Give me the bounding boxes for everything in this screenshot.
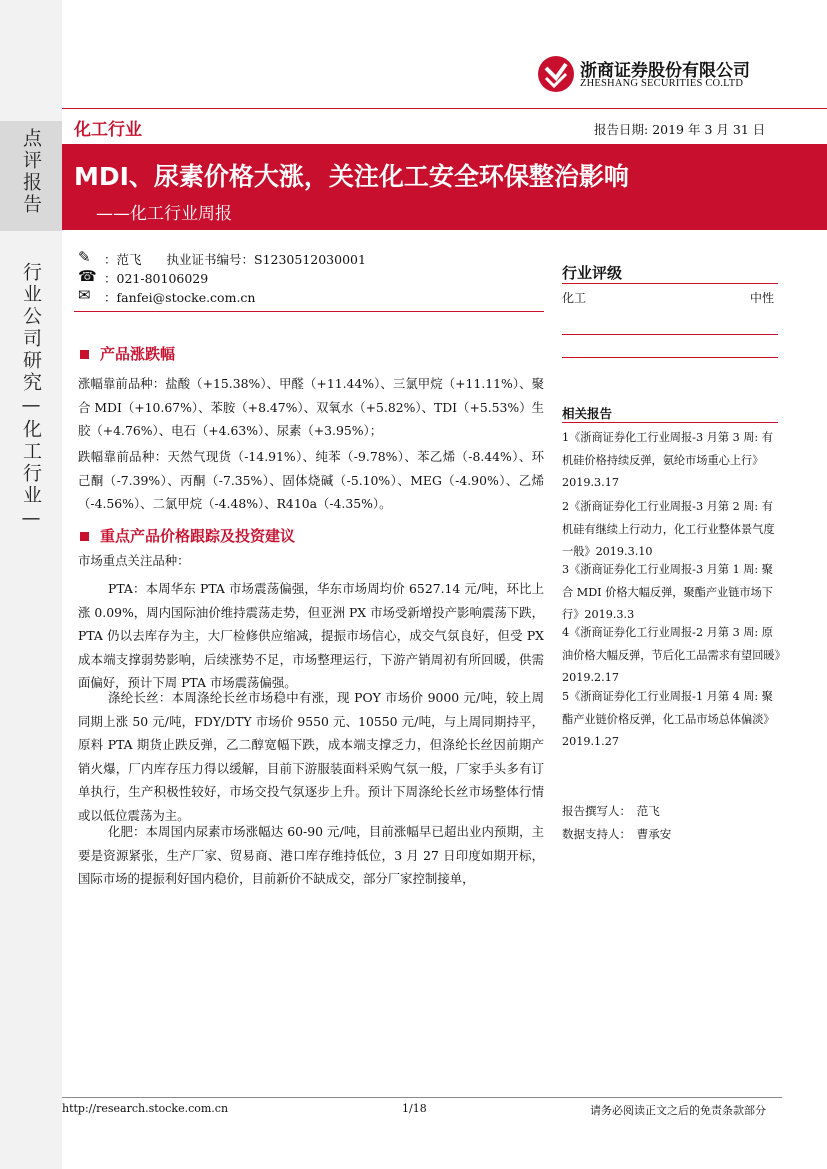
author-email: ：fanfei@stocke.com.cn	[104, 290, 256, 305]
author-rule	[74, 311, 544, 312]
related-report-item[interactable]: 3《浙商证券化工行业周报-3 月第 1 周: 聚合 MDI 价格大幅反弹，聚酯产业链市场下行》2019.3.3	[562, 563, 773, 622]
logo-name-en: ZHESHANG SECURITIES CO.LTD	[580, 78, 744, 89]
report-date	[594, 120, 765, 138]
phone-icon: ☎	[78, 267, 97, 285]
pen-icon: ✎	[78, 248, 91, 266]
section-title-tracking: 重点产品价格跟踪及投资建议	[100, 527, 296, 545]
report-title: MDI、尿素价格大涨，关注化工安全环保整治影响	[74, 162, 629, 191]
pta-paragraph: PTA：本周华东 PTA 市场震荡偏强，华东市场周均价 6527.14 元/吨，环比上涨 0.09%，周内国际油价维持震荡走势，但亚洲 PX 市场受新增投产影响震荡下跌，PTA 仍以去库存为主，大厂检修供应缩减，提振市场信心，成交气氛良好，但受 PX 成本端支撑弱势影响，后续涨势不足，市场整理运行，下游产销周初有所回暖，供需面偏好，预计下周 PTA 市场震荡偏强。	[78, 581, 544, 691]
logo	[536, 54, 776, 96]
rating-rule	[562, 357, 778, 358]
data-support: 数据支持人： 曹承安	[562, 827, 672, 841]
fiber-paragraph: 涤纶长丝：本周涤纶长丝市场稳中有涨，现 POY 市场价 9000 元/吨，较上周同期上涨 50 元/吨，FDY/DTY 市场价 9550 元、10550 元/吨，与上周同期持平，原料 PTA 期货止跌反弹，乙二醇宽幅下跌，成本端支撑乏力，但涤纶长丝因前期产销火爆，厂内库存压力得以缓解，目前下游服装面料采购气氛一般，厂家手头多有订单执行，生产积极性较好，市场交投气氛逐步上升。预计下周涤纶长丝市场整体行情或以低位震荡为主。	[78, 690, 544, 823]
author-name: ：范飞 执业证书编号：S1230512030001	[104, 252, 366, 267]
fertilizer-paragraph: 化肥：本周国内尿素市场涨幅达 60-90 元/吨，目前涨幅早已超出业内预期，主要是资源紧张，生产厂家、贸易商、港口库存维持低位，3 月 27 日印度如期开标，国际市场的提振利好国内稳价，目前新价不缺成交，部分厂家控制接单，	[78, 824, 544, 887]
footer-url[interactable]: http://research.stocke.com.cn	[62, 1102, 229, 1115]
gainers-paragraph: 涨幅靠前品种：盐酸（+15.38%）、甲醛（+11.44%）、三氯甲烷（+11.11%）、聚合 MDI（+10.67%）、苯胺（+8.47%）、双氧水（+5.82%）、TDI（+5.53%）生胶（+4.76%）、电石（+4.63%）、尿素（+3.95%）；	[78, 376, 544, 439]
header-rule	[62, 108, 827, 109]
report-date-label: 报告日期:	[594, 122, 649, 137]
report-writer: 报告撰写人： 范飞	[562, 804, 660, 818]
logo-name-cn: 浙商证券股份有限公司	[580, 61, 750, 81]
rating-rule	[562, 283, 778, 284]
section-title-price-change: 产品涨跌幅	[100, 345, 176, 363]
losers-paragraph: 跌幅靠前品种：天然气现货（-14.91%）、纯苯（-9.78%）、苯乙烯（-8.44%）、环己酮（-7.39%）、丙酮（-7.35%）、固体烧碱（-5.10%）、MEG（-4.90%）、乙烯（-4.56%）、二氯甲烷（-4.48%）、R410a（-4.35%）。	[78, 449, 544, 512]
related-rule	[562, 422, 778, 423]
focus-intro: 市场重点关注品种：	[78, 553, 190, 568]
report-date-value: 2019 年 3 月 31 日	[652, 122, 766, 137]
footer-rule	[62, 1097, 782, 1098]
rating-rule	[562, 334, 778, 335]
related-report-item[interactable]: 2《浙商证券化工行业周报-3 月第 2 周: 有机硅有继续上行动力，化工行业整体景气度一般》2019.3.10	[562, 500, 775, 559]
author-phone: ：021-80106029	[104, 271, 209, 286]
section-bullet	[80, 532, 89, 541]
sidebar-label-top: 点评报告	[20, 128, 42, 216]
mail-icon: ✉	[78, 286, 91, 304]
page-number: 1/18	[402, 1102, 427, 1115]
logo-mark-icon	[536, 54, 576, 94]
rating-heading: 行业评级	[562, 264, 623, 282]
related-report-item[interactable]: 5《浙商证券化工行业周报-1 月第 4 周: 聚酯产业链价格反弹，化工品市场总体偏淡》2019.1.27	[562, 690, 775, 749]
related-report-item[interactable]: 1《浙商证券化工行业周报-3 月第 3 周: 有机硅价格持续反弹，氨纶市场重心上行》2019.3.17	[562, 431, 773, 490]
footer-disclaimer: 请务必阅读正文之后的免责条款部分	[590, 1104, 766, 1117]
sidebar-label-bottom: 行业公司研究—化工行业—	[20, 262, 42, 532]
report-subtitle: ——化工行业周报	[96, 204, 232, 224]
rating-value: 中性	[750, 291, 775, 305]
related-heading: 相关报告	[562, 406, 613, 421]
related-report-item[interactable]: 4《浙商证券化工行业周报-2 月第 3 周: 原油价格大幅反弹，节后化工品需求有望回暖》2019.2.17	[562, 626, 781, 685]
industry-label: 化工行业	[74, 120, 142, 140]
author-block	[78, 250, 538, 307]
rating-industry: 化工	[562, 291, 587, 305]
section-bullet	[80, 350, 89, 359]
